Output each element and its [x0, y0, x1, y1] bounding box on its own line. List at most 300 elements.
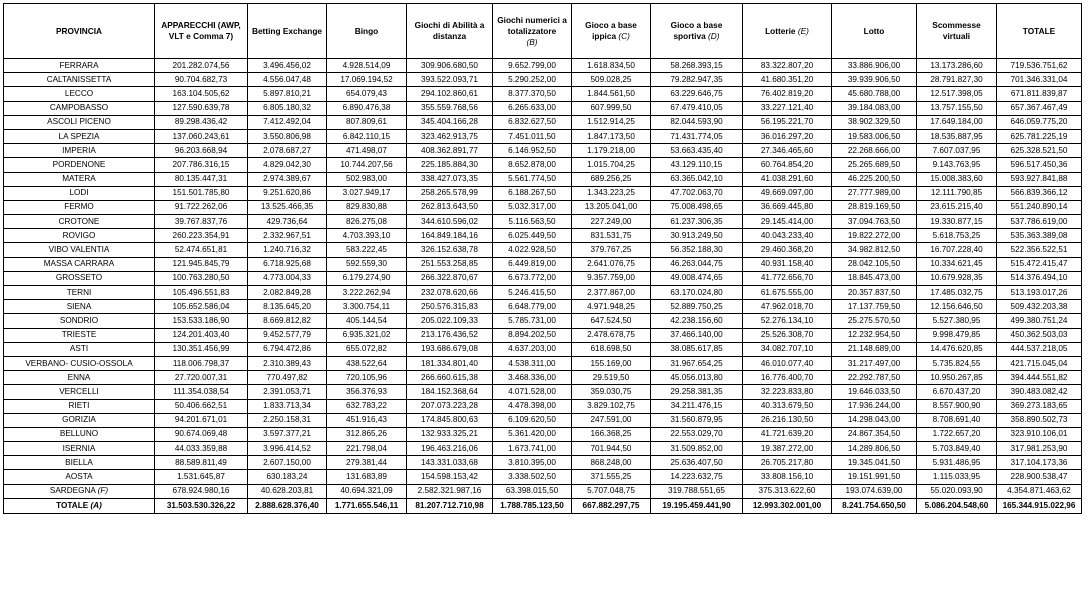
cell-apparecchi: 111.354.038,54 — [155, 385, 248, 399]
cell-giochi-numerici: 8.377.370,50 — [493, 87, 572, 101]
cell-lotto: 19.646.033,50 — [832, 385, 917, 399]
cell-scommesse-virtuali: 17.485.032,75 — [917, 286, 997, 300]
cell-gioco-sportiva: 42.238.156,60 — [651, 314, 743, 328]
cell-apparecchi: 88.589.811,49 — [155, 456, 248, 470]
cell-gioco-ippica: 379.767,25 — [572, 243, 651, 257]
cell-apparecchi: 94.201.671,01 — [155, 413, 248, 427]
cell-giochi-abilita: 408.362.891,77 — [407, 144, 493, 158]
cell-scommesse-virtuali: 12.156.646,50 — [917, 300, 997, 314]
cell-betting-exchange: 3.550.806,98 — [248, 129, 327, 143]
table-row — [4, 413, 1082, 427]
cell-apparecchi: 90.704.682,73 — [155, 73, 248, 87]
cell-giochi-numerici: 6.673.772,00 — [493, 271, 572, 285]
total-cell-lotterie: 12.993.302.001,00 — [743, 498, 832, 513]
cell-bingo: 829.830,88 — [327, 200, 407, 214]
cell-lotto: 19.151.991,50 — [832, 470, 917, 484]
cell-scommesse-virtuali: 28.791.827,30 — [917, 73, 997, 87]
cell-gioco-sportiva: 75.008.498,65 — [651, 200, 743, 214]
cell-provincia: CROTONE — [4, 215, 155, 229]
cell-betting-exchange: 630.183,24 — [248, 470, 327, 484]
cell-lotterie: 56.195.221,70 — [743, 115, 832, 129]
cell-lotterie: 33.808.156,10 — [743, 470, 832, 484]
cell-lotterie: 34.082.707,10 — [743, 342, 832, 356]
table-row — [4, 243, 1082, 257]
cell-lotterie: 40.043.233,40 — [743, 229, 832, 243]
cell-lotterie: 46.010.077,40 — [743, 356, 832, 370]
cell-apparecchi: 100.763.280,50 — [155, 271, 248, 285]
cell-bingo: 40.694.321,09 — [327, 484, 407, 498]
cell-gioco-sportiva: 67.479.410,05 — [651, 101, 743, 115]
cell-provincia: VERCELLI — [4, 385, 155, 399]
table-row — [4, 172, 1082, 186]
cell-betting-exchange: 1.240.716,32 — [248, 243, 327, 257]
cell-gioco-sportiva: 63.365.042,10 — [651, 172, 743, 186]
cell-giochi-abilita: 154.598.153,42 — [407, 470, 493, 484]
cell-lotto: 46.225.200,50 — [832, 172, 917, 186]
cell-giochi-abilita: 174.845.800,63 — [407, 413, 493, 427]
cell-betting-exchange: 7.412.492,04 — [248, 115, 327, 129]
cell-betting-exchange: 40.628.203,81 — [248, 484, 327, 498]
table-row — [4, 73, 1082, 87]
table-row — [4, 257, 1082, 271]
cell-bingo: 10.744.207,56 — [327, 158, 407, 172]
cell-betting-exchange: 6.718.925,68 — [248, 257, 327, 271]
total-cell-provincia — [4, 498, 155, 513]
table-row — [4, 87, 1082, 101]
cell-betting-exchange: 9.452.577,79 — [248, 328, 327, 342]
cell-gioco-ippica: 647.524,50 — [572, 314, 651, 328]
cell-apparecchi: 127.590.639,78 — [155, 101, 248, 115]
cell-scommesse-virtuali: 19.330.877,15 — [917, 215, 997, 229]
cell-lotto: 21.148.689,00 — [832, 342, 917, 356]
cell-provincia: ASTI — [4, 342, 155, 356]
giochi-numerici-label: Giochi numerici a totalizzatore — [497, 14, 567, 36]
cell-lotto: 19.822.272,00 — [832, 229, 917, 243]
cell-gioco-sportiva: 29.258.381,35 — [651, 385, 743, 399]
cell-betting-exchange: 2.082.849,28 — [248, 286, 327, 300]
cell-scommesse-virtuali: 1.115.033,95 — [917, 470, 997, 484]
cell-giochi-abilita: 196.463.216,06 — [407, 442, 493, 456]
cell-gioco-sportiva: 61.237.306,35 — [651, 215, 743, 229]
cell-bingo: 356.376,93 — [327, 385, 407, 399]
table-row — [4, 456, 1082, 470]
cell-giochi-abilita: 393.522.093,71 — [407, 73, 493, 87]
cell-gioco-ippica: 701.944,50 — [572, 442, 651, 456]
cell-totale: 317.981.253,90 — [997, 442, 1082, 456]
cell-lotto: 17.936.244,00 — [832, 399, 917, 413]
cell-betting-exchange: 6.805.180,32 — [248, 101, 327, 115]
table-row — [4, 59, 1082, 73]
cell-scommesse-virtuali: 10.950.267,85 — [917, 371, 997, 385]
cell-gioco-sportiva: 31.967.654,25 — [651, 356, 743, 370]
cell-giochi-abilita: 345.404.166,28 — [407, 115, 493, 129]
cell-giochi-abilita: 2.582.321.987,16 — [407, 484, 493, 498]
cell-bingo: 654.079,43 — [327, 87, 407, 101]
table-row — [4, 314, 1082, 328]
cell-lotto: 34.982.812,50 — [832, 243, 917, 257]
cell-gioco-ippica: 155.169,00 — [572, 356, 651, 370]
cell-giochi-numerici: 3.810.395,00 — [493, 456, 572, 470]
cell-gioco-ippica: 1.847.173,50 — [572, 129, 651, 143]
total-cell-totale: 165.344.915.022,96 — [997, 498, 1082, 513]
cell-betting-exchange: 1.833.713,34 — [248, 399, 327, 413]
cell-giochi-abilita: 164.849.184,16 — [407, 229, 493, 243]
cell-totale: 394.444.551,82 — [997, 371, 1082, 385]
cell-lotterie: 26.705.217,80 — [743, 456, 832, 470]
cell-apparecchi: 163.104.505,62 — [155, 87, 248, 101]
header-row — [4, 4, 1082, 59]
cell-bingo: 6.935.321,02 — [327, 328, 407, 342]
cell-gioco-ippica: 509.028,25 — [572, 73, 651, 87]
cell-lotterie: 33.227.121,40 — [743, 101, 832, 115]
cell-totale: 515.472.415,47 — [997, 257, 1082, 271]
cell-totale: 450.362.503,03 — [997, 328, 1082, 342]
cell-bingo: 502.983,00 — [327, 172, 407, 186]
cell-totale: 657.367.467,49 — [997, 101, 1082, 115]
cell-giochi-numerici: 6.188.267,50 — [493, 186, 572, 200]
cell-lotterie: 40.313.679,50 — [743, 399, 832, 413]
cell-scommesse-virtuali: 1.722.657,20 — [917, 427, 997, 441]
cell-giochi-abilita: 181.334.801,40 — [407, 356, 493, 370]
cell-bingo: 826.275,08 — [327, 215, 407, 229]
table-row — [4, 286, 1082, 300]
cell-scommesse-virtuali: 13.173.286,60 — [917, 59, 997, 73]
cell-giochi-numerici: 5.785.731,00 — [493, 314, 572, 328]
cell-gioco-ippica: 2.478.678,75 — [572, 328, 651, 342]
cell-betting-exchange: 13.525.466,35 — [248, 200, 327, 214]
cell-gioco-sportiva: 43.129.110,15 — [651, 158, 743, 172]
cell-betting-exchange: 770.497,82 — [248, 371, 327, 385]
cell-giochi-numerici: 6.025.449,50 — [493, 229, 572, 243]
cell-totale: 593.927.841,88 — [997, 172, 1082, 186]
cell-betting-exchange: 8.669.812,82 — [248, 314, 327, 328]
cell-provincia: ASCOLI PICENO — [4, 115, 155, 129]
col-header-lotto: Lotto — [832, 4, 917, 59]
cell-scommesse-virtuali: 9.998.479,85 — [917, 328, 997, 342]
table-row — [4, 442, 1082, 456]
cell-gioco-ippica: 9.357.759,00 — [572, 271, 651, 285]
cell-bingo: 312.865,26 — [327, 427, 407, 441]
total-cell-betting-exchange: 2.888.628.376,40 — [248, 498, 327, 513]
cell-giochi-abilita: 323.462.913,75 — [407, 129, 493, 143]
table-row — [4, 399, 1082, 413]
col-header-gioco-ippica — [572, 4, 651, 59]
cell-apparecchi: 260.223.354,91 — [155, 229, 248, 243]
cell-giochi-numerici: 3.338.502,50 — [493, 470, 572, 484]
cell-bingo: 3.027.949,17 — [327, 186, 407, 200]
sardegna-note: (F) — [97, 486, 109, 496]
cell-lotterie: 16.776.400,70 — [743, 371, 832, 385]
cell-lotto: 22.292.787,50 — [832, 371, 917, 385]
cell-provincia: VERBANO- CUSIO-OSSOLA — [4, 356, 155, 370]
cell-gioco-ippica: 1.343.223,25 — [572, 186, 651, 200]
total-cell-gioco-sportiva: 19.195.459.441,90 — [651, 498, 743, 513]
cell-totale: 719.536.751,62 — [997, 59, 1082, 73]
cell-betting-exchange: 3.996.414,52 — [248, 442, 327, 456]
cell-betting-exchange: 4.773.004,33 — [248, 271, 327, 285]
cell-giochi-numerici: 4.538.311,00 — [493, 356, 572, 370]
total-cell-giochi-numerici: 1.788.785.123,50 — [493, 498, 572, 513]
cell-bingo: 6.179.274,90 — [327, 271, 407, 285]
cell-betting-exchange: 5.897.810,21 — [248, 87, 327, 101]
cell-betting-exchange: 4.829.042,30 — [248, 158, 327, 172]
cell-gioco-ippica: 1.844.561,50 — [572, 87, 651, 101]
cell-giochi-numerici: 5.290.252,00 — [493, 73, 572, 87]
cell-lotterie: 47.962.018,70 — [743, 300, 832, 314]
cell-totale: 509.432.203,38 — [997, 300, 1082, 314]
cell-lotto: 17.137.759,50 — [832, 300, 917, 314]
cell-lotterie: 29.460.368,20 — [743, 243, 832, 257]
cell-bingo: 807.809,61 — [327, 115, 407, 129]
cell-scommesse-virtuali: 14.476.620,85 — [917, 342, 997, 356]
table-row — [4, 271, 1082, 285]
cell-gioco-sportiva: 14.223.632,75 — [651, 470, 743, 484]
total-note: (A) — [90, 500, 102, 510]
cell-giochi-numerici: 6.109.620,50 — [493, 413, 572, 427]
cell-totale: 701.346.331,04 — [997, 73, 1082, 87]
cell-lotto: 33.886.906,00 — [832, 59, 917, 73]
cell-scommesse-virtuali: 16.707.228,40 — [917, 243, 997, 257]
cell-apparecchi: 121.945.845,79 — [155, 257, 248, 271]
cell-giochi-abilita: 294.102.860,61 — [407, 87, 493, 101]
cell-gioco-sportiva: 37.466.140,00 — [651, 328, 743, 342]
cell-provincia: LA SPEZIA — [4, 129, 155, 143]
cell-betting-exchange: 9.251.620,86 — [248, 186, 327, 200]
cell-bingo: 6.842.110,15 — [327, 129, 407, 143]
cell-totale: 522.356.522,51 — [997, 243, 1082, 257]
cell-giochi-numerici: 5.032.317,00 — [493, 200, 572, 214]
cell-totale: 358.890.502,73 — [997, 413, 1082, 427]
cell-provincia: ISERNIA — [4, 442, 155, 456]
province-gaming-table — [3, 3, 1082, 514]
cell-giochi-numerici: 4.637.203,00 — [493, 342, 572, 356]
cell-gioco-sportiva: 49.008.474,65 — [651, 271, 743, 285]
cell-bingo: 4.703.393,10 — [327, 229, 407, 243]
cell-giochi-numerici: 5.246.415,50 — [493, 286, 572, 300]
cell-gioco-sportiva: 56.352.188,30 — [651, 243, 743, 257]
cell-scommesse-virtuali: 7.607.037,95 — [917, 144, 997, 158]
cell-apparecchi: 678.924.980,16 — [155, 484, 248, 498]
cell-scommesse-virtuali: 55.020.093,90 — [917, 484, 997, 498]
cell-provincia: ENNA — [4, 371, 155, 385]
cell-apparecchi: 105.496.551,83 — [155, 286, 248, 300]
cell-giochi-abilita: 344.610.596,02 — [407, 215, 493, 229]
total-cell-gioco-ippica: 667.882.297,75 — [572, 498, 651, 513]
col-header-gioco-sportiva — [651, 4, 743, 59]
cell-betting-exchange: 2.078.687,27 — [248, 144, 327, 158]
cell-gioco-ippica: 607.999,50 — [572, 101, 651, 115]
cell-giochi-numerici: 5.561.774,50 — [493, 172, 572, 186]
cell-apparecchi: 44.033.359,88 — [155, 442, 248, 456]
gioco-sportiva-note: (D) — [708, 31, 720, 41]
cell-lotto: 18.845.473,00 — [832, 271, 917, 285]
cell-lotto: 24.867.354,50 — [832, 427, 917, 441]
cell-bingo: 279.381,44 — [327, 456, 407, 470]
cell-provincia: ROVIGO — [4, 229, 155, 243]
table-row — [4, 385, 1082, 399]
cell-provincia: SONDRIO — [4, 314, 155, 328]
cell-betting-exchange: 429.736,64 — [248, 215, 327, 229]
cell-gioco-ippica: 1.015.704,25 — [572, 158, 651, 172]
cell-betting-exchange: 3.496.456,02 — [248, 59, 327, 73]
cell-giochi-numerici: 6.449.819,00 — [493, 257, 572, 271]
cell-gioco-ippica: 166.368,25 — [572, 427, 651, 441]
table-row — [4, 144, 1082, 158]
cell-apparecchi: 1.531.645,87 — [155, 470, 248, 484]
cell-scommesse-virtuali: 8.708.691,40 — [917, 413, 997, 427]
table-row — [4, 300, 1082, 314]
cell-scommesse-virtuali: 5.527.380,95 — [917, 314, 997, 328]
cell-bingo: 592.559,30 — [327, 257, 407, 271]
cell-scommesse-virtuali: 8.557.900,90 — [917, 399, 997, 413]
cell-lotto: 31.217.497,00 — [832, 356, 917, 370]
cell-giochi-numerici: 1.673.741,00 — [493, 442, 572, 456]
cell-gioco-sportiva: 38.085.617,85 — [651, 342, 743, 356]
cell-provincia: LODI — [4, 186, 155, 200]
cell-scommesse-virtuali: 15.008.383,60 — [917, 172, 997, 186]
table-row — [4, 200, 1082, 214]
cell-lotto: 38.902.329,50 — [832, 115, 917, 129]
cell-lotterie: 49.669.097,00 — [743, 186, 832, 200]
cell-provincia: BELLUNO — [4, 427, 155, 441]
cell-gioco-sportiva: 25.636.407,50 — [651, 456, 743, 470]
cell-bingo: 720.105,96 — [327, 371, 407, 385]
table-row — [4, 129, 1082, 143]
cell-lotto: 14.289.806,50 — [832, 442, 917, 456]
cell-lotterie: 19.387.272,00 — [743, 442, 832, 456]
cell-lotto: 28.042.105,50 — [832, 257, 917, 271]
cell-lotto: 39.939.906,50 — [832, 73, 917, 87]
col-header-giochi-numerici — [493, 4, 572, 59]
cell-totale: 444.537.218,05 — [997, 342, 1082, 356]
cell-betting-exchange: 2.250.158,31 — [248, 413, 327, 427]
cell-betting-exchange: 2.310.389,43 — [248, 356, 327, 370]
cell-totale: 535.363.389,08 — [997, 229, 1082, 243]
cell-lotto: 25.275.570,50 — [832, 314, 917, 328]
cell-apparecchi: 118.006.798,37 — [155, 356, 248, 370]
cell-apparecchi: 80.135.447,31 — [155, 172, 248, 186]
cell-provincia: TRIESTE — [4, 328, 155, 342]
cell-totale: 228.900.538,47 — [997, 470, 1082, 484]
cell-betting-exchange: 2.607.150,00 — [248, 456, 327, 470]
report-table-container — [3, 3, 1082, 514]
lotterie-note: (E) — [797, 25, 809, 36]
cell-provincia: RIETI — [4, 399, 155, 413]
cell-gioco-ippica: 2.377.867,00 — [572, 286, 651, 300]
cell-gioco-ippica: 1.618.834,50 — [572, 59, 651, 73]
cell-gioco-ippica: 3.829.102,75 — [572, 399, 651, 413]
cell-betting-exchange: 3.597.377,21 — [248, 427, 327, 441]
cell-giochi-abilita: 309.906.680,50 — [407, 59, 493, 73]
cell-giochi-numerici: 6.832.627,50 — [493, 115, 572, 129]
cell-betting-exchange: 8.135.645,20 — [248, 300, 327, 314]
cell-gioco-ippica: 13.205.041,00 — [572, 200, 651, 214]
cell-gioco-ippica: 371.555,25 — [572, 470, 651, 484]
cell-apparecchi: 151.501.785,80 — [155, 186, 248, 200]
cell-giochi-numerici: 4.478.398,00 — [493, 399, 572, 413]
cell-giochi-numerici: 6.146.952,50 — [493, 144, 572, 158]
cell-apparecchi: 105.652.586,04 — [155, 300, 248, 314]
col-header-giochi-abilita: Giochi di Abilità a distanza — [407, 4, 493, 59]
cell-giochi-abilita: 266.322.870,67 — [407, 271, 493, 285]
cell-giochi-abilita: 132.933.325,21 — [407, 427, 493, 441]
cell-giochi-numerici: 8.652.878,00 — [493, 158, 572, 172]
cell-giochi-abilita: 232.078.620,66 — [407, 286, 493, 300]
total-cell-apparecchi: 31.503.530.326,22 — [155, 498, 248, 513]
cell-provincia: GROSSETO — [4, 271, 155, 285]
cell-giochi-numerici: 4.071.528,00 — [493, 385, 572, 399]
cell-gioco-sportiva: 63.170.024,80 — [651, 286, 743, 300]
cell-bingo: 471.498,07 — [327, 144, 407, 158]
cell-giochi-numerici: 8.894.202,50 — [493, 328, 572, 342]
cell-lotterie: 36.669.445,80 — [743, 200, 832, 214]
table-row — [4, 229, 1082, 243]
cell-lotterie: 41.772.656,70 — [743, 271, 832, 285]
table-row — [4, 484, 1082, 498]
cell-provincia: CAMPOBASSO — [4, 101, 155, 115]
cell-provincia: GORIZIA — [4, 413, 155, 427]
cell-gioco-ippica: 359.030,75 — [572, 385, 651, 399]
cell-provincia: MASSA CARRARA — [4, 257, 155, 271]
cell-giochi-abilita: 184.152.368,64 — [407, 385, 493, 399]
cell-giochi-abilita: 258.265.578,99 — [407, 186, 493, 200]
cell-gioco-sportiva: 46.263.044,75 — [651, 257, 743, 271]
cell-scommesse-virtuali: 5.618.753,25 — [917, 229, 997, 243]
table-row — [4, 356, 1082, 370]
cell-giochi-numerici: 5.361.420,00 — [493, 427, 572, 441]
col-header-bingo: Bingo — [327, 4, 407, 59]
cell-bingo: 131.683,89 — [327, 470, 407, 484]
cell-provincia — [4, 484, 155, 498]
cell-bingo: 17.069.194,52 — [327, 73, 407, 87]
cell-bingo: 6.890.476,38 — [327, 101, 407, 115]
cell-bingo: 405.144,54 — [327, 314, 407, 328]
cell-gioco-ippica: 868.248,00 — [572, 456, 651, 470]
cell-lotto: 19.583.006,50 — [832, 129, 917, 143]
table-row — [4, 342, 1082, 356]
table-body — [4, 59, 1082, 514]
cell-lotterie: 61.675.555,00 — [743, 286, 832, 300]
cell-lotto: 37.094.763,50 — [832, 215, 917, 229]
cell-gioco-sportiva: 47.702.063,70 — [651, 186, 743, 200]
cell-scommesse-virtuali: 12.517.398,05 — [917, 87, 997, 101]
cell-giochi-abilita: 355.559.768,56 — [407, 101, 493, 115]
cell-provincia: AOSTA — [4, 470, 155, 484]
cell-giochi-abilita: 250.576.315,83 — [407, 300, 493, 314]
cell-betting-exchange: 2.332.967,51 — [248, 229, 327, 243]
cell-apparecchi: 96.203.668,94 — [155, 144, 248, 158]
cell-lotterie: 41.038.291,60 — [743, 172, 832, 186]
cell-apparecchi: 50.406.662,51 — [155, 399, 248, 413]
col-header-provincia: PROVINCIA — [4, 4, 155, 59]
cell-gioco-ippica: 689.256,25 — [572, 172, 651, 186]
cell-bingo: 632.783,22 — [327, 399, 407, 413]
table-row — [4, 328, 1082, 342]
gioco-ippica-note: (C) — [618, 31, 630, 41]
total-cell-bingo: 1.771.655.546,11 — [327, 498, 407, 513]
cell-betting-exchange: 6.794.472,86 — [248, 342, 327, 356]
cell-betting-exchange: 2.391.053,71 — [248, 385, 327, 399]
cell-provincia: FERMO — [4, 200, 155, 214]
cell-lotto: 22.268.666,00 — [832, 144, 917, 158]
cell-gioco-ippica: 618.698,50 — [572, 342, 651, 356]
cell-scommesse-virtuali: 6.670.437,20 — [917, 385, 997, 399]
cell-giochi-abilita: 338.427.073,35 — [407, 172, 493, 186]
total-cell-lotto: 8.241.754.650,50 — [832, 498, 917, 513]
cell-lotterie: 32.223.833,80 — [743, 385, 832, 399]
cell-provincia: BIELLA — [4, 456, 155, 470]
cell-lotto: 14.298.043,00 — [832, 413, 917, 427]
